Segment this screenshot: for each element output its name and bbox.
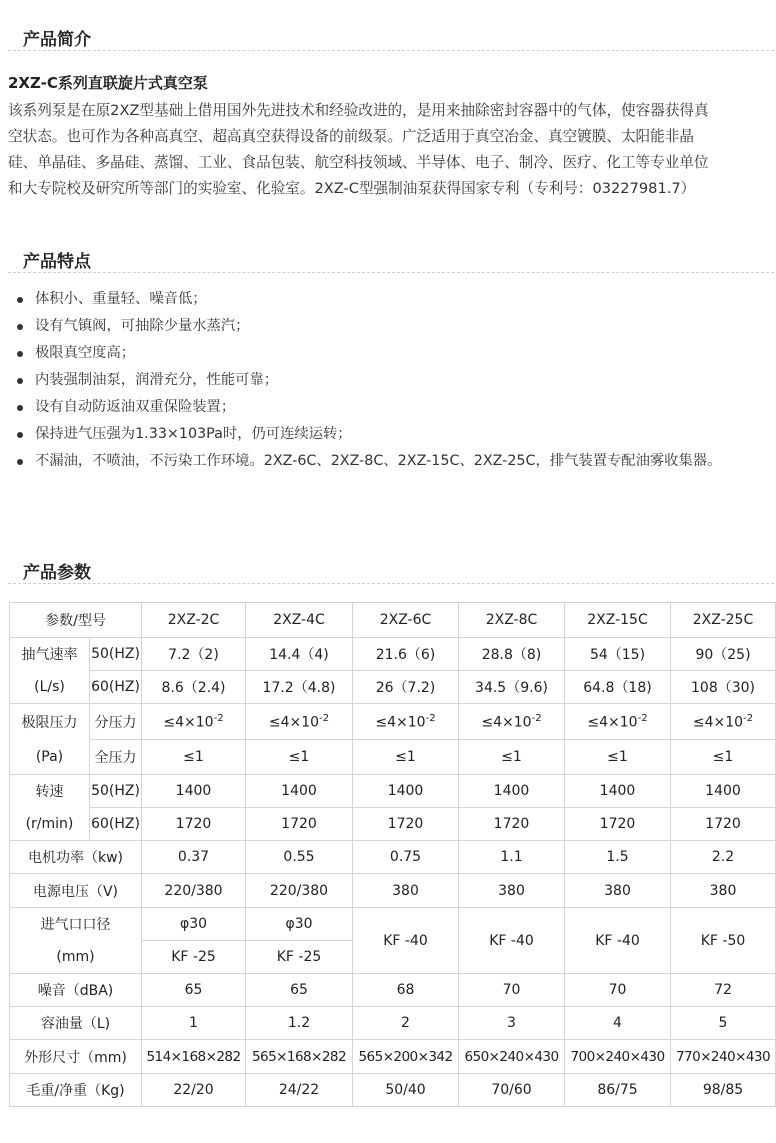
table-cell: φ30 <box>142 908 246 941</box>
table-cell: $\le 4\times 10^{-2}$ <box>565 704 671 740</box>
table-cell: 1.2 <box>246 1007 353 1040</box>
table-cell: 1720 <box>353 808 459 841</box>
model-header: 2XZ-4C <box>246 603 353 638</box>
table-cell: 514×168×282 <box>142 1040 246 1074</box>
table-cell: 700×240×430 <box>565 1040 671 1074</box>
model-header: 2XZ-15C <box>565 603 671 638</box>
table-header-row <box>10 603 776 638</box>
table-cell: 64.8（18) <box>565 671 671 704</box>
table-row <box>10 974 776 1007</box>
table-cell: 1.5 <box>565 841 671 874</box>
table-cell: 1720 <box>565 808 671 841</box>
table-cell: 220/380 <box>142 874 246 908</box>
table-cell: 1400 <box>353 775 459 808</box>
table-cell: 86/75 <box>565 1074 671 1107</box>
model-header: 2XZ-25C <box>671 603 776 638</box>
rotation-speed-unit: (r/min) <box>10 808 90 841</box>
table-cell: $\le 4\times 10^{-2}$ <box>142 704 246 740</box>
table-cell: 65 <box>246 974 353 1007</box>
table-cell: ≤1 <box>353 740 459 775</box>
table-cell: 3 <box>459 1007 565 1040</box>
table-cell: 650×240×430 <box>459 1040 565 1074</box>
table-row <box>10 1007 776 1040</box>
bullet-icon <box>17 432 23 438</box>
table-cell: 90（25) <box>671 638 776 671</box>
table-row <box>10 704 776 740</box>
sub-label: 50(HZ) <box>90 638 142 671</box>
table-cell: 2 <box>353 1007 459 1040</box>
table-cell: 1720 <box>246 808 353 841</box>
table-cell: 24/22 <box>246 1074 353 1107</box>
sub-label: 60(HZ) <box>90 808 142 841</box>
table-cell: 4 <box>565 1007 671 1040</box>
table-cell: 1400 <box>565 775 671 808</box>
table-cell: 21.6（6) <box>353 638 459 671</box>
table-cell: 1400 <box>246 775 353 808</box>
table-row <box>10 908 776 941</box>
table-cell: ≤1 <box>142 740 246 775</box>
table-cell: 380 <box>671 874 776 908</box>
table-cell: KF -25 <box>142 941 246 974</box>
table-cell: 98/85 <box>671 1074 776 1107</box>
bullet-icon <box>17 297 23 303</box>
table-row <box>10 638 776 671</box>
bullet-icon <box>17 378 23 384</box>
table-cell: 34.5（9.6) <box>459 671 565 704</box>
feature-item: 极限真空度高； <box>16 344 768 363</box>
sub-label: 全压力 <box>90 740 142 775</box>
bullet-icon <box>17 351 23 357</box>
table-cell: ≤1 <box>671 740 776 775</box>
bullet-icon <box>17 459 23 465</box>
table-cell: $\le 4\times 10^{-2}$ <box>459 704 565 740</box>
params-heading: 产品参数 <box>23 563 91 583</box>
table-cell: $\le 4\times 10^{-2}$ <box>353 704 459 740</box>
table-row <box>10 808 776 841</box>
table-cell: 22/20 <box>142 1074 246 1107</box>
pump-speed-label: 抽气速率 <box>10 638 90 671</box>
model-header: 2XZ-8C <box>459 603 565 638</box>
table-cell: 0.75 <box>353 841 459 874</box>
table-cell: KF -40 <box>565 908 671 974</box>
motor-power-label: 电机功率（kw) <box>10 841 142 874</box>
params-table <box>9 602 776 1107</box>
table-cell: ≤1 <box>459 740 565 775</box>
table-cell: φ30 <box>246 908 353 941</box>
table-cell: 1.1 <box>459 841 565 874</box>
sub-label: 50(HZ) <box>90 775 142 808</box>
intro-line: 和大专院校及研究所等部门的实验室、化验室。2XZ-C型强制油泵获得国家专利（专利号：03227981.7） <box>8 180 696 197</box>
table-row <box>10 671 776 704</box>
table-cell: 565×168×282 <box>246 1040 353 1074</box>
intro-line: 该系列泵是在原2XZ型基础上借用国外先进技术和经验改进的，是用来抽除密封容器中的气体，使容器获得真 <box>8 102 709 119</box>
feature-item: 设有气镇阀，可抽除少量水蒸汽； <box>16 317 768 336</box>
table-cell: 28.8（8) <box>459 638 565 671</box>
table-cell: 380 <box>459 874 565 908</box>
intro-line: 空状态。也可作为各种高真空、超高真空获得设备的前级泵。广泛适用于真空冶金、真空镀膜、太阳能非晶 <box>8 128 694 145</box>
table-cell: 770×240×430 <box>671 1040 776 1074</box>
table-row <box>10 841 776 874</box>
table-cell: 1400 <box>142 775 246 808</box>
intro-heading: 产品简介 <box>23 30 91 50</box>
table-cell: KF -25 <box>246 941 353 974</box>
oil-capacity-label: 容油量（L) <box>10 1007 142 1040</box>
ultimate-pressure-label: 极限压力 <box>10 704 90 740</box>
inlet-unit: (mm) <box>10 941 142 974</box>
sub-label: 60(HZ) <box>90 671 142 704</box>
table-cell: 380 <box>565 874 671 908</box>
header-label: 参数/型号 <box>10 603 142 638</box>
table-cell: 14.4（4) <box>246 638 353 671</box>
model-header: 2XZ-2C <box>142 603 246 638</box>
table-cell: 17.2（4.8) <box>246 671 353 704</box>
intro-section-header <box>8 22 774 51</box>
table-cell: 220/380 <box>246 874 353 908</box>
pump-speed-unit: (L/s) <box>10 671 90 704</box>
table-cell: 1720 <box>459 808 565 841</box>
features-heading: 产品特点 <box>23 252 91 272</box>
table-cell: 1 <box>142 1007 246 1040</box>
features-section-header <box>8 244 774 273</box>
table-cell: $\le 4\times 10^{-2}$ <box>671 704 776 740</box>
bullet-icon <box>17 324 23 330</box>
noise-label: 噪音（dBA) <box>10 974 142 1007</box>
table-cell: 70 <box>565 974 671 1007</box>
table-cell: 8.6（2.4) <box>142 671 246 704</box>
feature-item: 内装强制油泵，润滑充分，性能可靠； <box>16 371 768 390</box>
dimensions-label: 外形尺寸（mm) <box>10 1040 142 1074</box>
intro-paragraph <box>8 98 772 202</box>
sub-label: 分压力 <box>90 704 142 740</box>
table-row <box>10 1040 776 1074</box>
bullet-icon <box>17 405 23 411</box>
table-row <box>10 1074 776 1107</box>
table-cell: 70/60 <box>459 1074 565 1107</box>
product-title: 2XZ-C系列直联旋片式真空泵 <box>8 74 208 92</box>
table-cell: 50/40 <box>353 1074 459 1107</box>
table-cell: 0.55 <box>246 841 353 874</box>
table-cell: 1400 <box>459 775 565 808</box>
rotation-speed-label: 转速 <box>10 775 90 808</box>
table-cell: 565×200×342 <box>353 1040 459 1074</box>
table-cell: KF -50 <box>671 908 776 974</box>
table-cell: 380 <box>353 874 459 908</box>
table-cell: ≤1 <box>565 740 671 775</box>
table-row <box>10 740 776 775</box>
feature-item: 设有自动防返油双重保险装置； <box>16 398 768 417</box>
table-cell: 1400 <box>671 775 776 808</box>
table-cell: 0.37 <box>142 841 246 874</box>
table-cell: 65 <box>142 974 246 1007</box>
voltage-label: 电源电压（V) <box>10 874 142 908</box>
table-cell: 1720 <box>142 808 246 841</box>
table-row <box>10 874 776 908</box>
table-cell: KF -40 <box>353 908 459 974</box>
table-cell: 108（30) <box>671 671 776 704</box>
feature-item: 不漏油，不喷油，不污染工作环境。2XZ-6C、2XZ-8C、2XZ-15C、2XZ-25C，排气装置专配油雾收集器。 <box>16 452 768 471</box>
table-cell: KF -40 <box>459 908 565 974</box>
table-cell: 7.2（2) <box>142 638 246 671</box>
table-row <box>10 775 776 808</box>
table-cell: 54（15) <box>565 638 671 671</box>
feature-item: 保持进气压强为1.33×103Pa时，仍可连续运转； <box>16 425 768 444</box>
table-cell: 70 <box>459 974 565 1007</box>
ultimate-pressure-unit: (Pa) <box>10 740 90 775</box>
features-list <box>16 290 768 479</box>
table-cell: 26（7.2) <box>353 671 459 704</box>
table-cell: 5 <box>671 1007 776 1040</box>
table-cell: 68 <box>353 974 459 1007</box>
model-header: 2XZ-6C <box>353 603 459 638</box>
table-cell: 72 <box>671 974 776 1007</box>
intro-line: 硅、单晶硅、多晶硅、蒸馏、工业、食品包装、航空科技领域、半导体、电子、制冷、医疗、化工等专业单位 <box>8 154 709 171</box>
table-cell: 2.2 <box>671 841 776 874</box>
weight-label: 毛重/净重（Kg) <box>10 1074 142 1107</box>
table-cell: ≤1 <box>246 740 353 775</box>
table-cell: $\le 4\times 10^{-2}$ <box>246 704 353 740</box>
params-section-header <box>8 555 774 584</box>
inlet-label: 进气口口径 <box>10 908 142 941</box>
feature-item: 体积小、重量轻、噪音低； <box>16 290 768 309</box>
table-cell: 1720 <box>671 808 776 841</box>
